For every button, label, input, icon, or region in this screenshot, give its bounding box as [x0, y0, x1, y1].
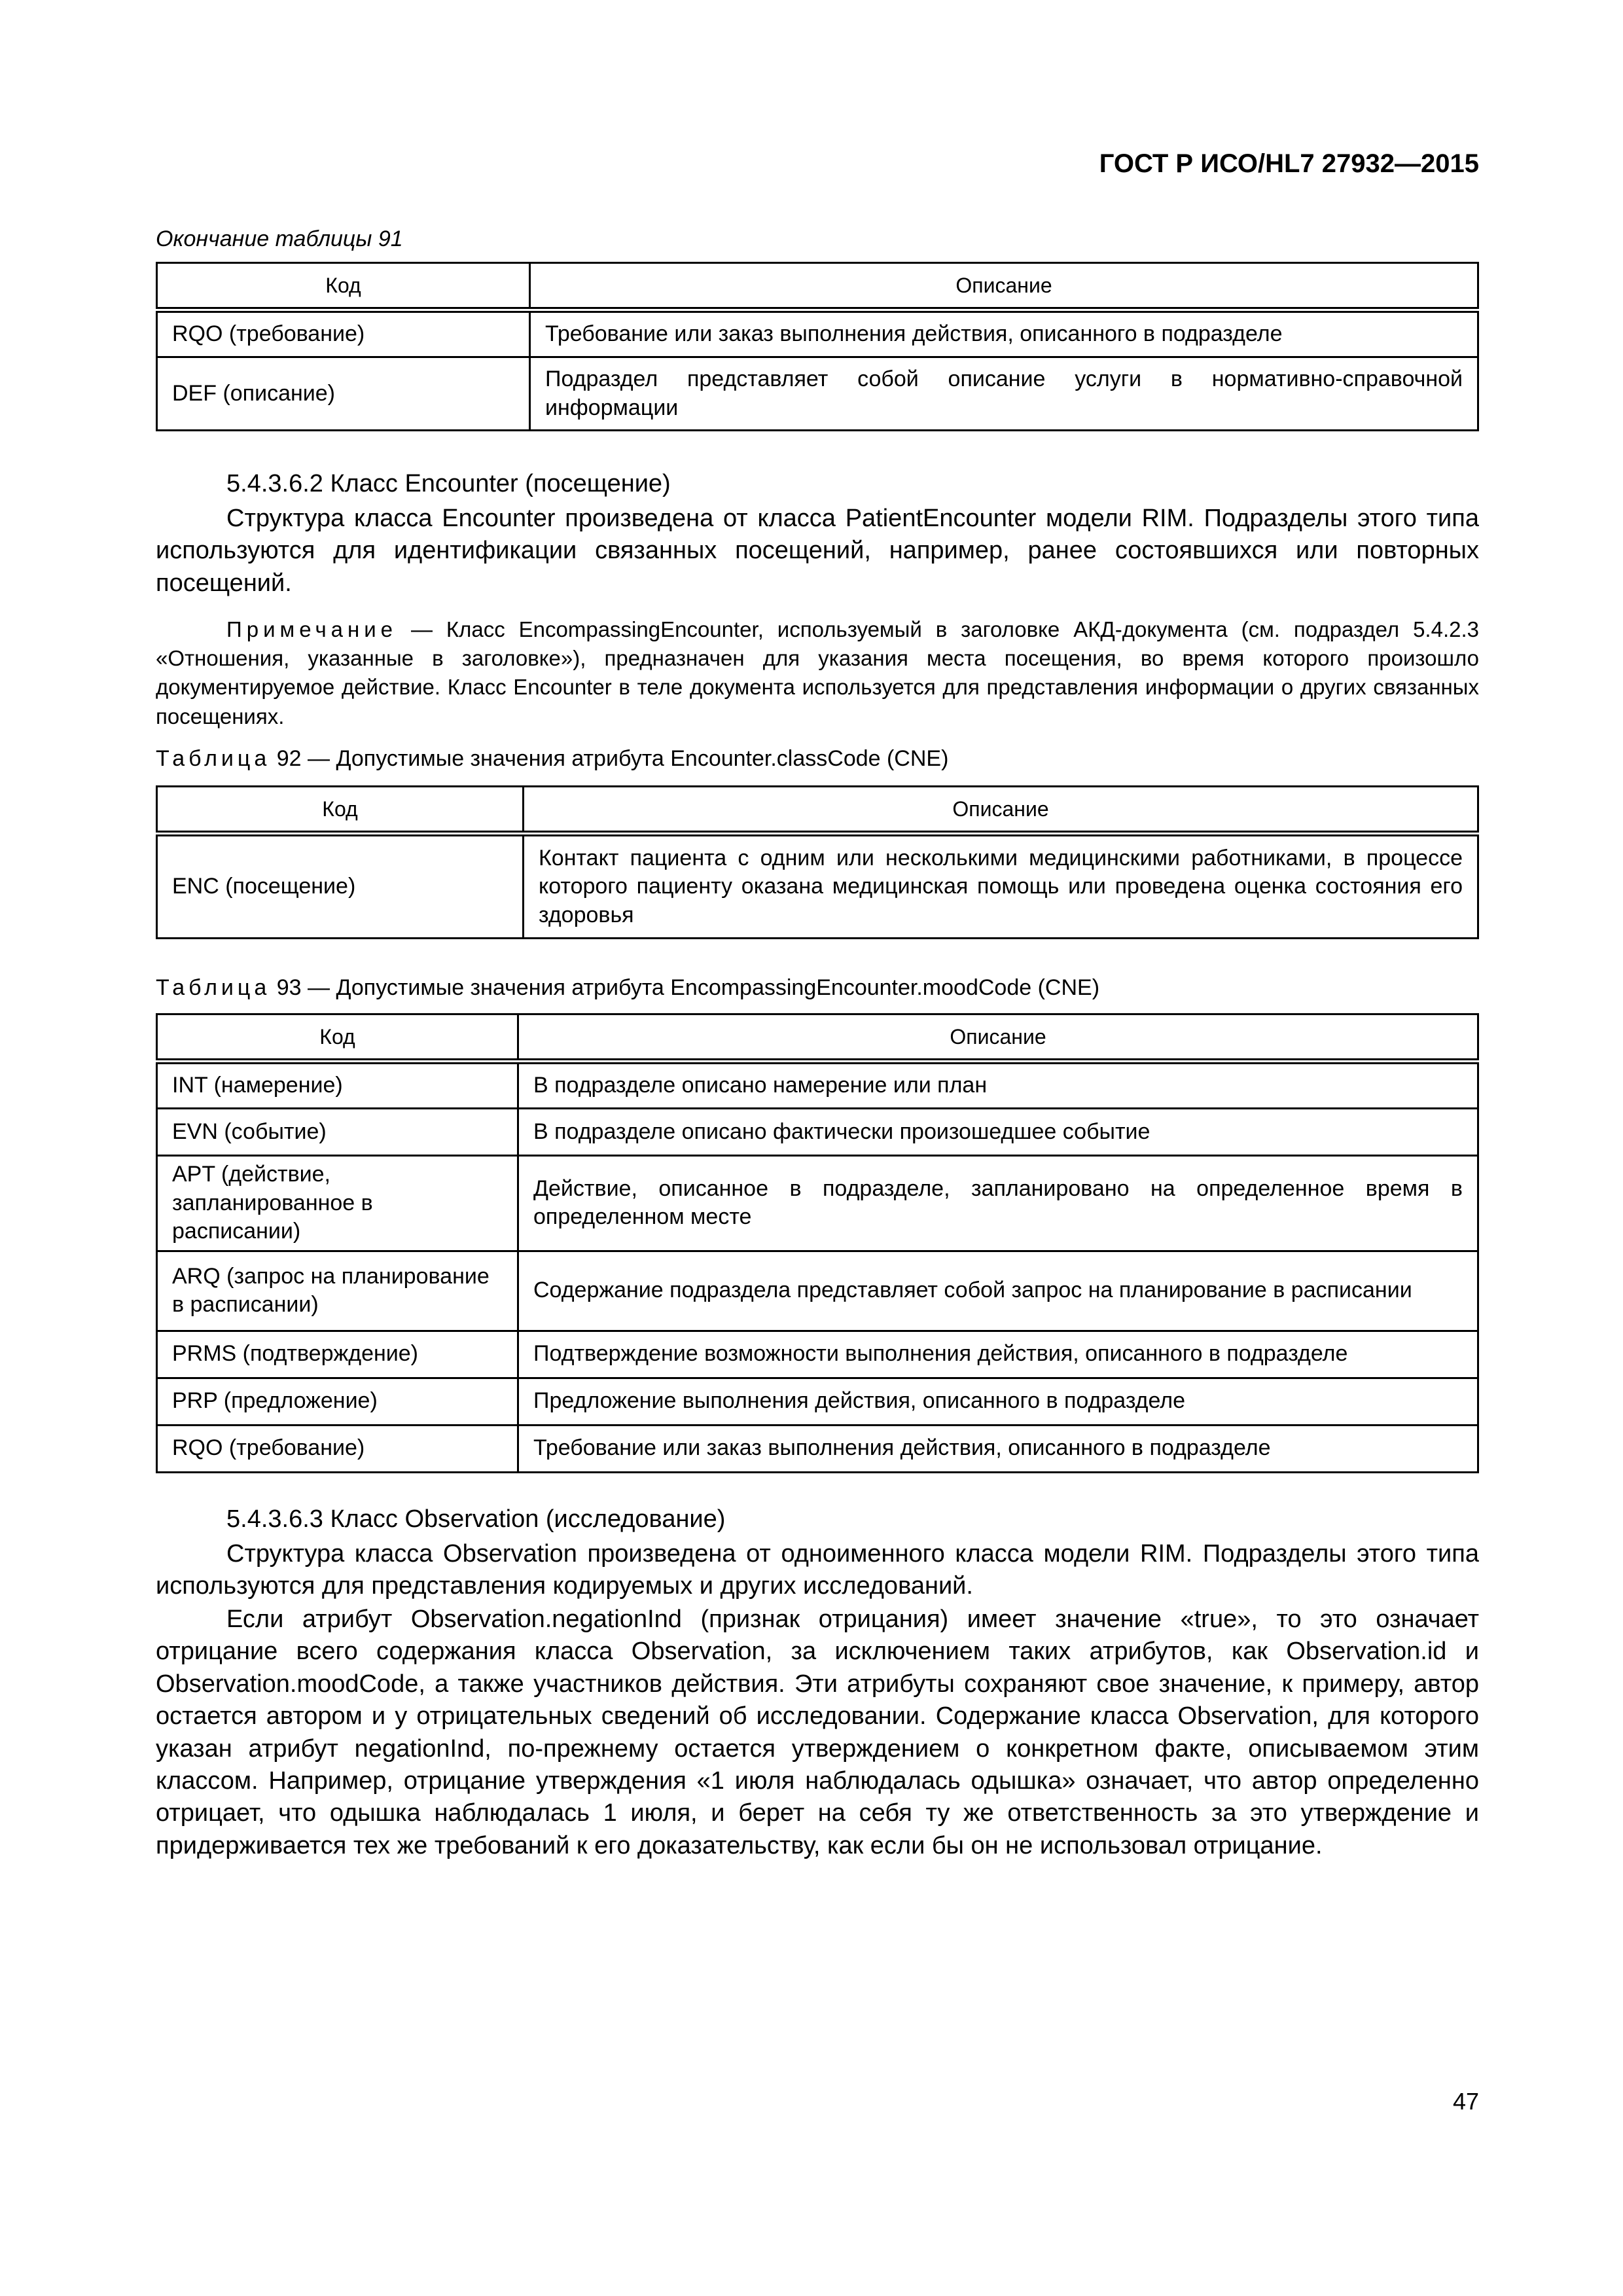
note-label: Примечание: [226, 617, 398, 641]
table-row: [157, 1378, 1478, 1425]
column-header-code: Код: [157, 787, 524, 834]
description-cell: Действие, описанное в подразделе, запланировано на определенное время в определенном месте: [518, 1156, 1478, 1251]
description-cell: Контакт пациента с одним или несколькими медицинскими работниками, в процессе которого пациенту оказана медицинская помощь или проведена оценка состояния его здоровья: [524, 834, 1478, 939]
table-91: [156, 262, 1479, 431]
description-cell: В подразделе описано фактически произошедшее событие: [518, 1109, 1478, 1156]
code-cell: PRMS (подтверждение): [157, 1331, 518, 1378]
table-92: [156, 785, 1479, 939]
description-cell: Содержание подраздела представляет собой запрос на планирование в расписании: [518, 1251, 1478, 1331]
code-cell: APT (действие, запланированное в расписании): [157, 1156, 518, 1251]
table-92-caption-text: 92 — Допустимые значения атрибута Encounter.classCode (CNE): [270, 746, 949, 771]
table-92-caption-label: Таблица: [156, 746, 271, 771]
code-cell: EVN (событие): [157, 1109, 518, 1156]
table-header-row: [157, 263, 1478, 310]
column-header-code: Код: [157, 1014, 518, 1062]
table-93-caption: [156, 975, 1099, 1001]
description-cell: Требование или заказ выполнения действия, описанного в подразделе: [530, 310, 1478, 357]
table-row: [157, 1331, 1478, 1378]
description-cell: В подразделе описано намерение или план: [518, 1062, 1478, 1109]
code-cell: INT (намерение): [157, 1062, 518, 1109]
table-row: [157, 357, 1478, 431]
description-cell: Требование или заказ выполнения действия, описанного в подразделе: [518, 1425, 1478, 1472]
code-cell: RQO (требование): [157, 310, 530, 357]
note-text: — Класс EncompassingEncounter, используемый в заголовке АКД-документа (см. подраздел 5.4.2.3 «Отношения, указанные в заголовке»), предназначен для указания места посещения, во время которого произошло документируемое действие. Класс Encounter в теле документа используется для представления информации о других связанных посещениях.: [156, 617, 1479, 728]
description-cell: Предложение выполнения действия, описанного в подразделе: [518, 1378, 1478, 1425]
code-cell: ENC (посещение): [157, 834, 524, 939]
column-header-description: Описание: [524, 787, 1478, 834]
table-92-caption: [156, 746, 948, 772]
table-row: [157, 834, 1478, 939]
table-row: [157, 1156, 1478, 1251]
table-header-row: [157, 787, 1478, 834]
code-cell: RQO (требование): [157, 1425, 518, 1472]
body-paragraph: Структура класса Encounter произведена от класса PatientEncounter модели RIM. Подразделы этого типа используются для идентификации связанных посещений, например, ранее состоявшихся или повторных посещений.: [156, 505, 1479, 597]
table-row: [157, 1062, 1478, 1109]
standard-code-header: ГОСТ Р ИСО/HL7 27932—2015: [1099, 149, 1479, 178]
table-93: [156, 1013, 1479, 1473]
description-cell: Подраздел представляет собой описание услуги в нормативно-справочной информации: [530, 357, 1478, 431]
column-header-description: Описание: [518, 1014, 1478, 1062]
table-header-row: [157, 1014, 1478, 1062]
body-paragraph: Если атрибут Observation.negationInd (признак отрицания) имеет значение «true», то это означает отрицание всего содержания класса Observation, за исключением таких атрибутов, как Observation.id и Observation.moodCode, а также участников действия. Эти атрибуты сохраняют свое значение, к примеру, автор остается автором и у отрицательных сведений об исследовании. Содержание класса Observation, для которого указан атрибут negationInd, по-прежнему остается утверждением о конкретном факте, описываемом этим классом. Например, отрицание утверждения «1 июля наблюдалась одышка» означает, что автор определенно отрицает, что одышка наблюдалась 1 июля, и берет на себя ту же ответственность за это утверждение и придерживается тех же требований к его доказательству, как если бы он не использовал отрицание.: [156, 1605, 1479, 1859]
table-row: [157, 310, 1478, 357]
section-heading: 5.4.3.6.3 Класс Observation (исследование): [226, 1505, 726, 1533]
code-cell: PRP (предложение): [157, 1378, 518, 1425]
table-93-caption-label: Таблица: [156, 975, 271, 1000]
column-header-code: Код: [157, 263, 530, 310]
code-cell: ARQ (запрос на планирование в расписании): [157, 1251, 518, 1331]
code-cell: DEF (описание): [157, 357, 530, 431]
body-paragraph: Структура класса Observation произведена от одноименного класса модели RIM. Подразделы этого типа используются для представления кодируемых и других исследований.: [156, 1540, 1479, 1600]
column-header-description: Описание: [530, 263, 1478, 310]
section-heading: 5.4.3.6.2 Класс Encounter (посещение): [226, 470, 671, 497]
table-row: [157, 1109, 1478, 1156]
table-row: [157, 1425, 1478, 1472]
description-cell: Подтверждение возможности выполнения действия, описанного в подразделе: [518, 1331, 1478, 1378]
table-91-caption: Окончание таблицы 91: [156, 226, 403, 251]
table-93-caption-text: 93 — Допустимые значения атрибута EncompassingEncounter.moodCode (CNE): [270, 975, 1100, 1000]
page-number: 47: [1452, 2088, 1479, 2115]
table-row: [157, 1251, 1478, 1331]
note-paragraph: [156, 615, 1479, 731]
